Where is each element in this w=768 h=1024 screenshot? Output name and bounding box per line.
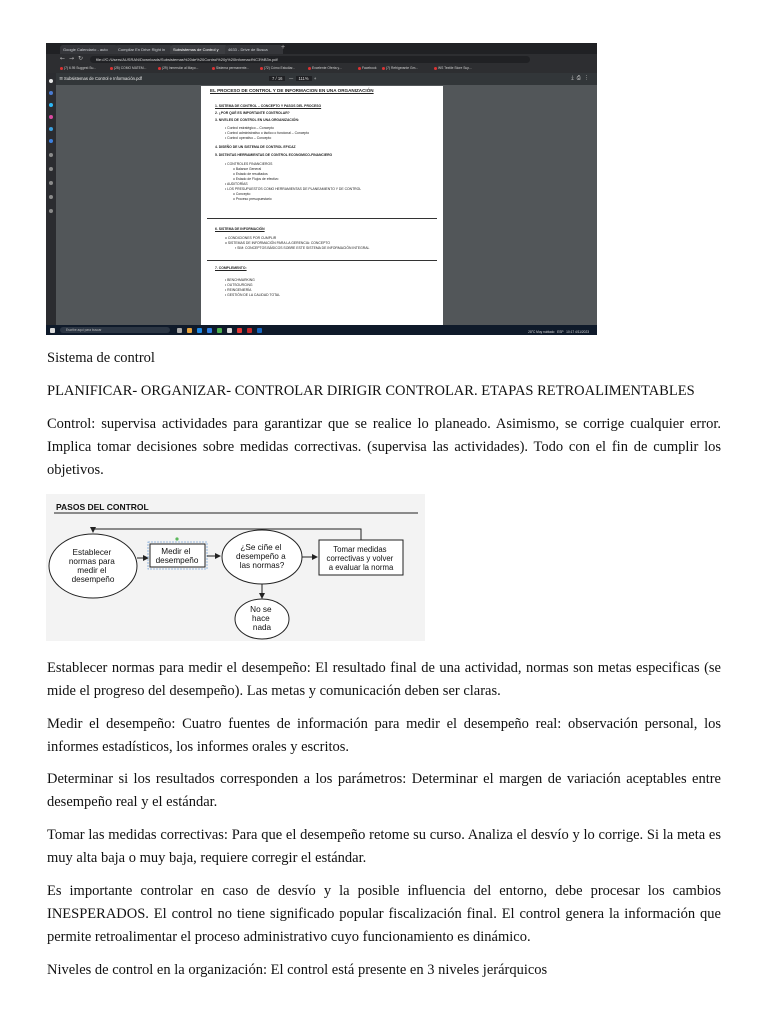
bookmark-icon [382,67,385,70]
bookmark-icon [60,67,63,70]
task-view-icon[interactable] [177,328,182,333]
new-tab-icon[interactable]: + [281,44,286,51]
bookmark-label: WS Textile Store Sup... [438,66,472,70]
menu-icon[interactable]: ≡ [59,76,64,82]
bookmark-label: (72) Cómo Estudiar... [264,66,296,70]
bookmark-item[interactable] [260,66,295,70]
pdf-line: o SISTEMAS DE INFORMACIÓN PARA LA GERENCIA: CONCEPTO [225,241,331,245]
side-app-icon[interactable] [49,139,53,143]
side-app-icon[interactable] [49,181,53,185]
bookmark-icon [158,67,161,70]
side-app-icon[interactable] [49,195,53,199]
bookmark-label: Sistema permanente... [216,66,250,70]
pdf-line: 7. COMPLEMENTO: [215,266,247,270]
language-indicator[interactable]: ESP [557,330,564,334]
pdf-line: • Control estratégico – Concepto [225,126,274,130]
pdf-line: ▪ SIM: CONCEPTOS BÁSICOS SOBRE ESTE SISTEMA DE INFORMACIÓN INTEGRAL [235,246,370,250]
print-icon[interactable]: ⎙ [576,75,581,81]
feedback-arrow [93,529,361,540]
paragraph-levels: Niveles de control en la organización: El control está presente en 3 niveles jerárquicos [47,962,548,978]
pdf-line: • OUTSOURCING [225,283,253,287]
side-app-icon[interactable] [49,127,53,131]
browser-tab-active[interactable]: Subsistemas de Control y [170,45,228,54]
diagram-title: PASOS DEL CONTROL [56,502,149,512]
pdf-line: 3. NIVELES DE CONTROL EN UNA ORGANIZACIÓN: [215,118,300,122]
paragraph-corrective: Tomar las medidas correctivas: Para que el desempeño retome su curso. Analiza el desvío y lo corrige. Si la meta es muy alta baja o muy baja, requiere corregir el estándar. [47,827,721,866]
bookmark-item[interactable] [382,66,418,70]
step-establish-label: Establecer normas para medir el desempeño [68,548,115,584]
side-app-icon[interactable] [49,79,53,83]
pdf-line: • CONTROLES FINANCIEROS [225,162,273,166]
pdf-page-title: EL PROCESO DE CONTROL Y DE INFORMACION EN UNA ORGANIZACIÓN [210,88,374,93]
embedded-screenshot [46,43,597,335]
windows-start-icon[interactable] [50,328,55,333]
pdf-divider [207,218,437,219]
pdf-line: o CONDICIONES POR CUMPLIR [225,236,277,240]
bookmark-item[interactable] [158,66,198,70]
pdf-line: • REINGENIERÍA [225,288,252,292]
side-app-icon[interactable] [49,103,53,107]
pdf-line: 5. DISTINTAS HERRAMIENTAS DE CONTROL ECONOMICO-FINANCIERO [215,153,333,157]
clock-time[interactable]: 10:17 [566,330,575,334]
browser-side-panel [46,73,56,325]
step-nothing-label: No se hace nada [250,605,272,632]
app-icon[interactable] [227,328,232,333]
pdf-line: o Estado de Flujos de efectivo [233,177,279,181]
pdf-divider [207,260,437,261]
pdf-line: • AUDITORÍAS [225,182,248,186]
download-icon[interactable]: ⤓ [571,75,574,81]
bookmark-label: Excelente Oferta y... [312,66,342,70]
app-icon[interactable] [217,328,222,333]
pdf-app-icon[interactable] [247,328,252,333]
browser-tab[interactable]: Google Calendario - auto [60,45,118,54]
paragraph-importance: Es importante controlar en caso de desvío y la posible influencia del entorno, debe procesar los cambios INESPERADOS. El control no tiene significado popular fiscalización final. El control genera la información que permite retroalimentar el proceso administrativo cuyo funcionamiento es dinámico. [47,883,721,945]
paragraph-measure: Medir el desempeño: Cuatro fuentes de información para medir el desempeño real: observación personal, los informes estadísticos, los informes orales y escritos. [47,716,721,755]
pdf-line: 1. SISTEMA DE CONTROL – CONCEPTO Y PASOS DEL PROCESO [215,104,322,108]
side-app-icon[interactable] [49,115,53,119]
zoom-level[interactable]: 111% [296,76,312,81]
page-indicator[interactable]: 7 / 16 [269,76,285,81]
weather-status[interactable]: 28°C Muy nublado [528,330,555,334]
bookmark-label: (7) Refrigerante Gm... [386,66,419,70]
control-paragraph: Control: supervisa actividades para garantizar que se realice lo planeado. Asimismo, se corrige cualquier error. Implica tomar decisiones sobre medidas correctivas. (supervisa las actividades). Todo con el fin de cumplir los objetivos. [47,416,721,478]
bookmark-icon [358,67,361,70]
edge-icon[interactable] [197,328,202,333]
taskbar-search[interactable]: Escribe aquí para buscar [60,327,170,333]
bookmark-icon [308,67,311,70]
control-steps-diagram [46,494,425,641]
step-measure-label: Medir el desempeño [155,547,199,565]
bookmark-label: (25) COMO MATEM... [114,66,147,70]
bookmark-label: (7) 6.95 Suggest Su... [64,66,97,70]
bookmark-item[interactable] [60,66,96,70]
bookmark-icon [260,67,263,70]
more-options-icon[interactable]: ⋮ [584,75,589,81]
pdf-line: • GESTIÓN DE LA CALIDAD TOTAL [225,293,281,297]
bookmark-icon [110,67,113,70]
forward-icon[interactable]: → [69,55,75,62]
side-app-icon[interactable] [49,167,53,171]
side-app-icon[interactable] [49,153,53,157]
bookmark-item[interactable] [434,66,472,70]
pdf-line: o Estado de resultados [233,172,268,176]
store-icon[interactable] [207,328,212,333]
step-correct-label: Tomar medidas correctivas y volver a evaluar la norma [326,545,394,572]
back-icon[interactable]: ← [60,55,66,62]
pdf-actions [571,75,589,81]
pdf-line: o Balance General [233,167,262,171]
bookmark-icon [434,67,437,70]
section-heading: Sistema de control [47,350,155,366]
bookmark-label: Facebook [362,66,377,70]
pdf-line: o Proceso presupuestario [233,197,272,201]
reload-icon[interactable]: ↻ [78,55,84,62]
paragraph-establish-norms: Establecer normas para medir el desempeño: El resultado final de una actividad, normas son metas especificas (se mide el progreso del desempeño). Las metas y comunicación deben ser claras. [47,660,721,699]
rotation-handle [175,537,178,540]
pdf-line: • Control administrativo o táctico o funcional – Concepto [225,131,310,135]
side-app-icon[interactable] [49,209,53,213]
bookmark-item[interactable] [308,66,342,70]
bookmark-icon [212,67,215,70]
bookmark-item[interactable] [212,66,249,70]
step-compare-label: ¿Se ciñe el desempeño a las normas? [236,543,286,570]
pdf-title: Subsistemas de Control e Información.pdf [64,76,142,81]
stages-heading: PLANIFICAR- ORGANIZAR- CONTROLAR DIRIGIR CONTROLAR. ETAPAS RETROALIMENTABLES [47,383,695,399]
system-tray [528,330,589,334]
chrome-icon[interactable] [237,328,242,333]
pdf-line: • LOS PRESUPUESTOS COMO HERRAMIENTAS DE PLANEAMIENTO Y DE CONTROL [225,187,362,191]
pdf-line: • Control operativo – Concepto [225,136,272,140]
clock-date[interactable]: 4/11/2023 [575,330,589,334]
pdf-line: 2. ¿POR QUÉ ES IMPORTANTE CONTROLAR? [215,111,290,115]
pdf-page [201,86,443,325]
bookmark-item[interactable] [110,66,146,70]
side-app-icon[interactable] [49,91,53,95]
pdf-line: • BENCHMARKING [225,278,255,282]
bookmark-label: (29) Inmersión al Mayo... [162,66,199,70]
pdf-line: o Concepto [233,192,251,196]
browser-tab[interactable]: Compilar En Drive Right in [115,45,173,54]
pdf-line: 6. SISTEMA DE INFORMACIÓN [215,227,265,231]
word-icon[interactable] [257,328,262,333]
browser-tab[interactable]: 4633 - Drive de Busca [225,45,283,54]
address-bar[interactable]: file:///C:/Users/AUSRAN/Downloads/Subsistemas%20de%20Control%20y%20Informaci%C3%B3n.pdf [90,56,530,63]
file-explorer-icon[interactable] [187,328,192,333]
pdf-line: 4. DISEÑO DE UN SISTEMA DE CONTROL EFICAZ [215,145,296,149]
bookmark-item[interactable] [358,66,376,70]
pdf-page-controls: 7 / 16 — 111% + [269,76,316,81]
paragraph-determine: Determinar si los resultados corresponden a los parámetros: Determinar el margen de variación aceptables entre desempeño real y el estándar. [47,771,721,810]
